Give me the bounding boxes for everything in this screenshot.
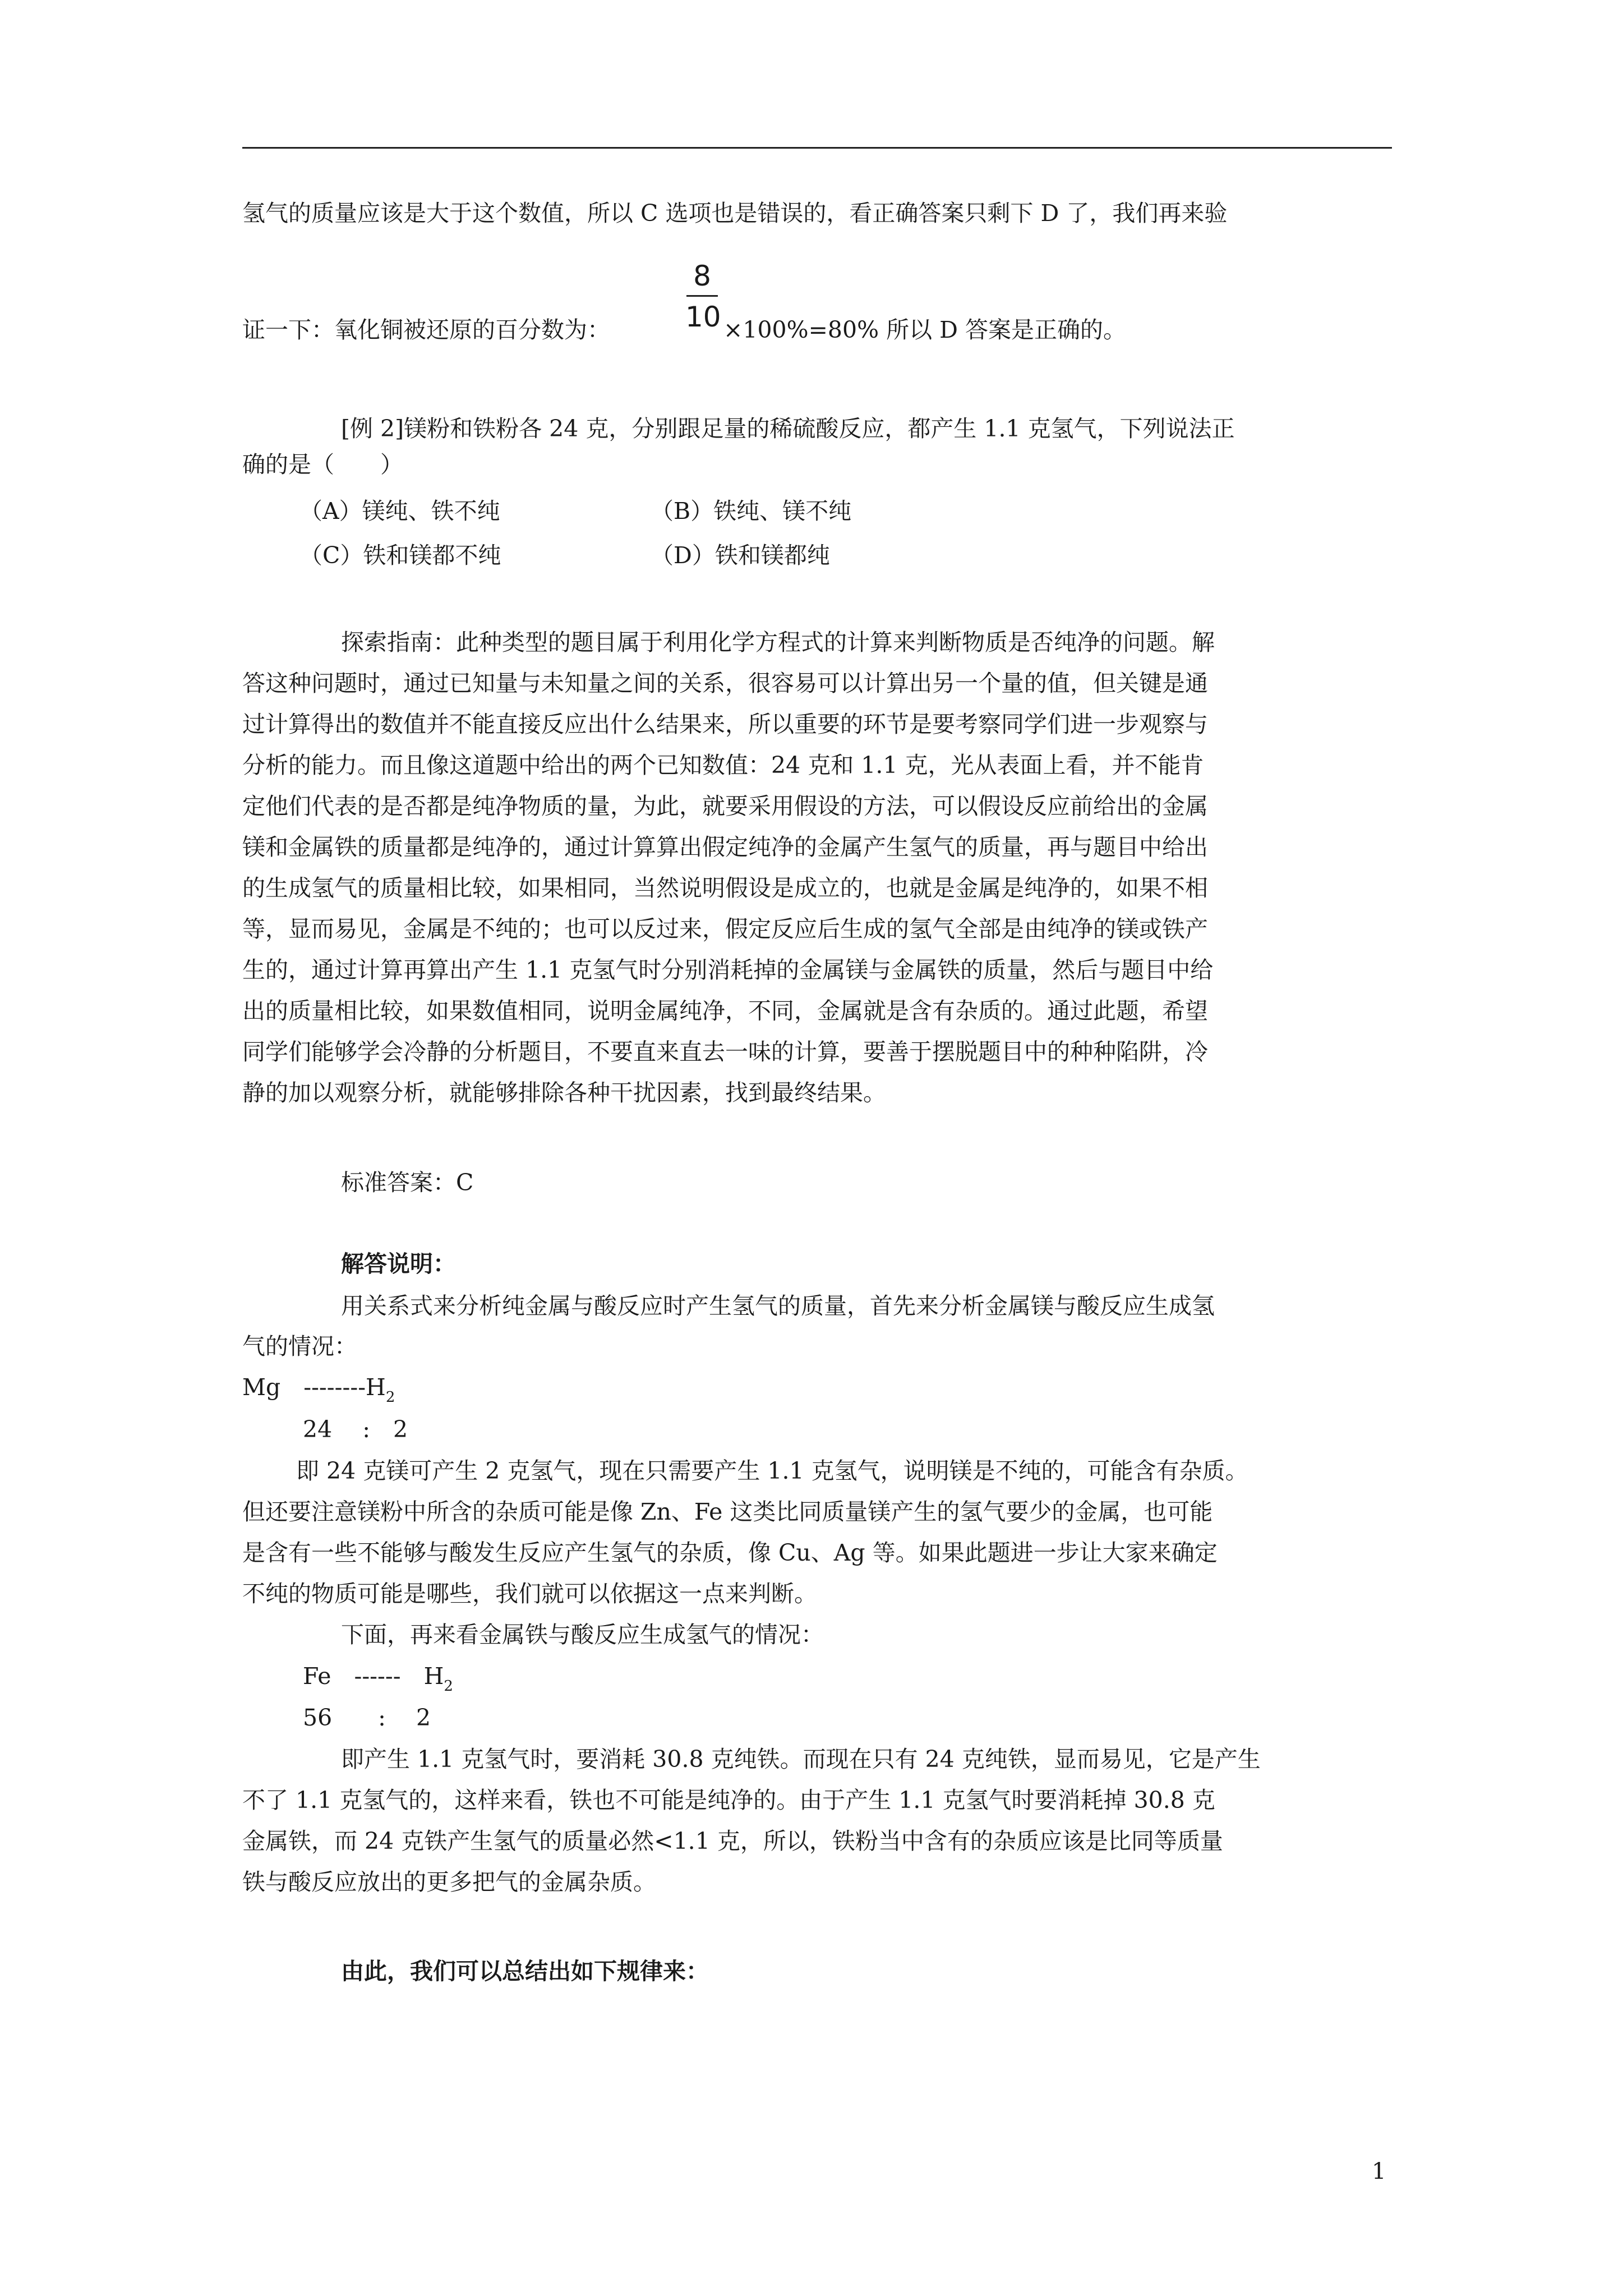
- guide-line-10: 出的质量相比较，如果数值相同，说明金属纯净，不同，金属就是含有杂质的。通过此题，希望: [242, 997, 1208, 1024]
- mg-ratio: 24 : 2: [303, 1416, 408, 1443]
- example-2-question-cont: 确的是（ ）: [242, 451, 403, 478]
- guide-line-9: 生的，通过计算再算出产生 1.1 克氢气时分别消耗掉的金属镁与金属铁的质量，然后与题目中给: [242, 956, 1214, 983]
- fe-line-4: 铁与酸反应放出的更多把气的金属杂质。: [242, 1869, 656, 1895]
- header-rule: [242, 147, 1392, 149]
- mg-line-1: 即 24 克镁可产生 2 克氢气，现在只需要产生 1.1 克氢气，说明镁是不纯的，可能含有杂质。: [296, 1457, 1248, 1484]
- explain-line-2: 气的情况：: [242, 1333, 357, 1360]
- guide-line-12: 静的加以观察分析，就能够排除各种干扰因素，找到最终结果。: [242, 1079, 886, 1106]
- option-c: （C）铁和镁都不纯: [299, 542, 501, 569]
- text-line-2: 证一下：氧化铜被还原的百分数为：: [242, 316, 610, 343]
- fe-intro: 下面，再来看金属铁与酸反应生成氢气的情况：: [341, 1621, 824, 1648]
- text-line-1: 氢气的质量应该是大于这个数值，所以 C 选项也是错误的，看正确答案只剩下 D 了，我们再来验: [242, 200, 1228, 227]
- fe-line-3: 金属铁，而 24 克铁产生氢气的质量必然<1.1 克，所以，铁粉当中含有的杂质应该是比同等质量: [242, 1828, 1223, 1855]
- fe-line-1: 即产生 1.1 克氢气时，要消耗 30.8 克纯铁。而现在只有 24 克纯铁，显而易见，它是产生: [341, 1746, 1261, 1773]
- summary-heading: 由此，我们可以总结出如下规律来：: [341, 1958, 709, 1985]
- guide-line-2: 答这种问题时，通过已知量与未知量之间的关系，很容易可以计算出另一个量的值，但关键是通: [242, 670, 1208, 697]
- guide-line-1: 探索指南：此种类型的题目属于利用化学方程式的计算来判断物质是否纯净的问题。解: [341, 629, 1215, 656]
- fe-relation: [303, 1660, 453, 1695]
- fraction-numerator: 8: [693, 260, 711, 292]
- fe-relation-text: Fe ------ H: [303, 1663, 444, 1690]
- answer-explanation-heading: 解答说明：: [341, 1250, 456, 1277]
- text-line-2b: ×100%=80% 所以 D 答案是正确的。: [723, 316, 1127, 343]
- option-a: （A）镁纯、铁不纯: [299, 498, 500, 524]
- standard-answer: 标准答案：C: [341, 1169, 474, 1196]
- option-b: （B）铁纯、镁不纯: [651, 498, 852, 524]
- guide-line-11: 同学们能够学会冷静的分析题目，不要直来直去一味的计算，要善于摆脱题目中的种种陷阱，冷: [242, 1038, 1208, 1065]
- fe-line-2: 不了 1.1 克氢气的，这样来看，铁也不可能是纯净的。由于产生 1.1 克氢气时要消耗掉 30.8 克: [242, 1787, 1215, 1814]
- fraction: [685, 259, 719, 334]
- option-d: （D）铁和镁都纯: [651, 542, 830, 569]
- explain-line-1: 用关系式来分析纯金属与酸反应时产生氢气的质量，首先来分析金属镁与酸反应生成氢: [341, 1292, 1215, 1319]
- mg-relation-text: Mg --------H: [242, 1374, 386, 1401]
- fe-relation-subscript: 2: [444, 1678, 453, 1695]
- guide-line-4: 分析的能力。而且像这道题中给出的两个已知数值：24 克和 1.1 克，光从表面上看，并不能肯: [242, 752, 1204, 779]
- guide-line-7: 的生成氢气的质量相比较，如果相同，当然说明假设是成立的，也就是金属是纯净的，如果不相: [242, 875, 1208, 901]
- mg-line-3: 是含有一些不能够与酸发生反应产生氢气的杂质，像 Cu、Ag 等。如果此题进一步让大家来确定: [242, 1539, 1218, 1566]
- page-number: 1: [1372, 2159, 1386, 2184]
- mg-relation: [242, 1372, 395, 1406]
- mg-relation-subscript: 2: [385, 1389, 395, 1406]
- guide-line-6: 镁和金属铁的质量都是纯净的，通过计算算出假定纯净的金属产生氢气的质量，再与题目中给出: [242, 834, 1208, 861]
- fraction-denominator: 10: [685, 301, 721, 333]
- mg-line-2: 但还要注意镁粉中所含的杂质可能是像 Zn、Fe 这类比同质量镁产生的氢气要少的金属，也可能: [242, 1498, 1213, 1525]
- guide-line-5: 定他们代表的是否都是纯净物质的量，为此，就要采用假设的方法，可以假设反应前给出的金属: [242, 793, 1208, 820]
- example-2-question: [例 2]镁粉和铁粉各 24 克，分别跟足量的稀硫酸反应，都产生 1.1 克氢气，下列说法正: [341, 415, 1235, 442]
- guide-line-3: 过计算得出的数值并不能直接反应出什么结果来，所以重要的环节是要考察同学们进一步观察与: [242, 711, 1208, 738]
- guide-line-8: 等，显而易见，金属是不纯的；也可以反过来，假定反应后生成的氢气全部是由纯净的镁或铁产: [242, 915, 1208, 942]
- fraction-bar: [686, 295, 718, 297]
- fe-ratio: 56 : 2: [303, 1704, 431, 1731]
- mg-line-4: 不纯的物质可能是哪些，我们就可以依据这一点来判断。: [242, 1580, 817, 1607]
